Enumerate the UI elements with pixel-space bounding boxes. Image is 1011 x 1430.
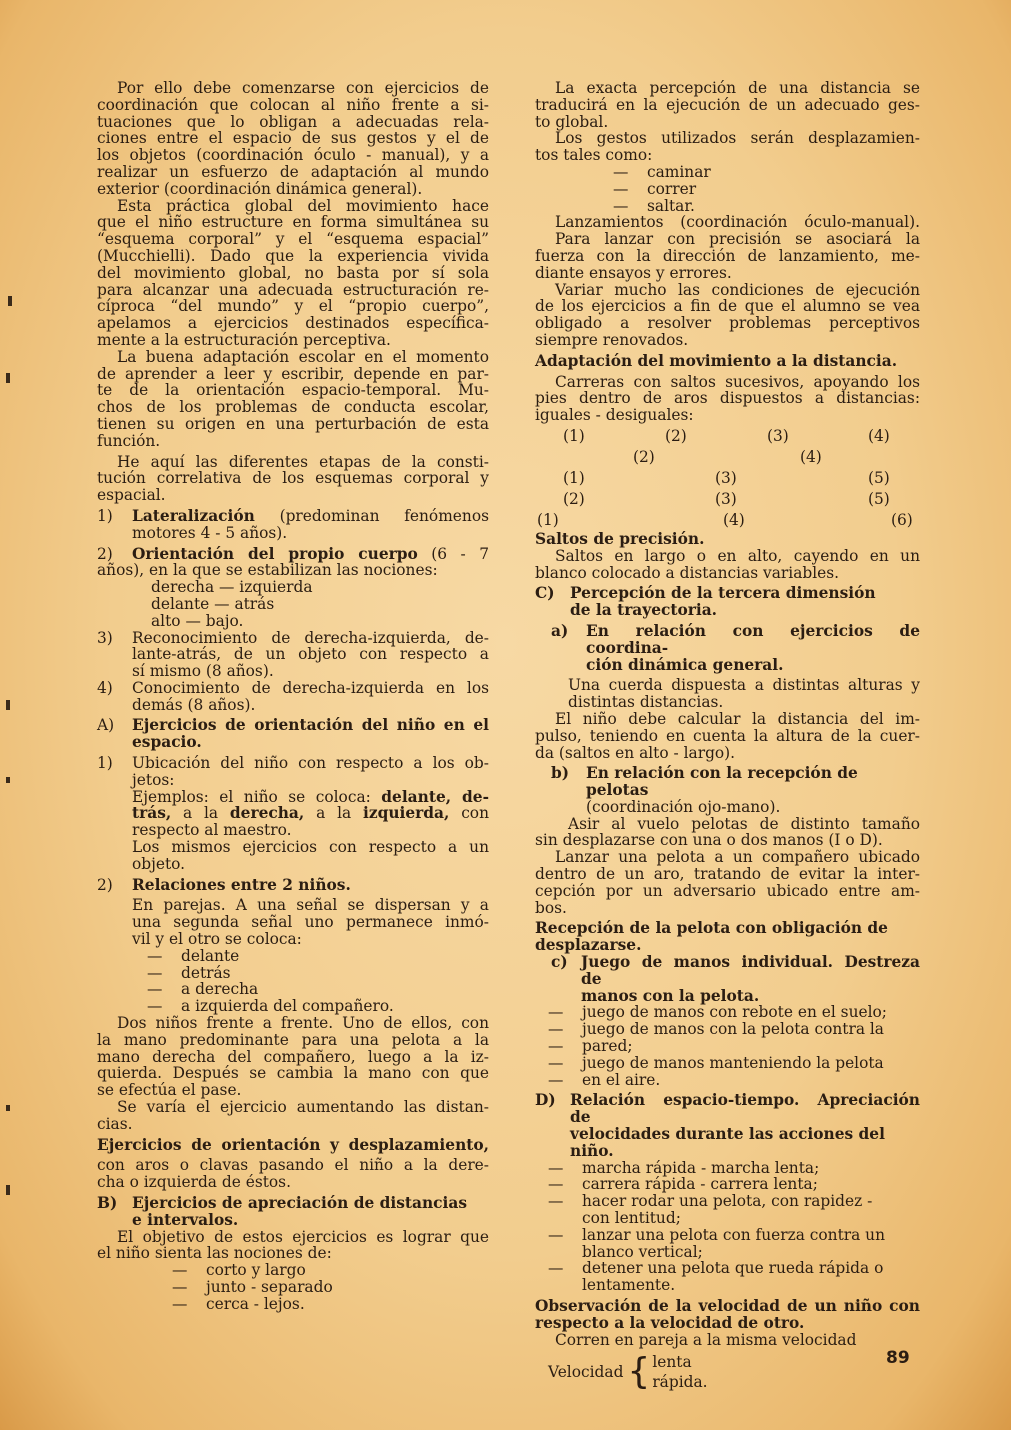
text-line: mente a la estructuración perceptiva.: [97, 330, 391, 349]
margin-mark: [6, 373, 10, 383]
hoop-label: (2): [665, 426, 687, 445]
subsection-heading: [535, 920, 920, 954]
hoop-label: (4): [868, 426, 890, 445]
text-line: obligado a resolver problemas perceptivos: [535, 314, 920, 333]
text-line: Asir al vuelo pelotas de distinto tamaño: [568, 814, 920, 833]
text-line: objeto.: [132, 854, 186, 873]
text-line: de aprender a leer y escribir, depende en par-: [97, 364, 489, 383]
text-line: años), en la que se estabilizan las nociones:: [97, 561, 438, 580]
list-item: blanco vertical;: [582, 1242, 703, 1261]
text-line: distintas distancias.: [568, 693, 724, 712]
paragraph: [535, 214, 920, 281]
margin-mark: [6, 700, 10, 710]
text-line: La buena adaptación escolar en el momento: [117, 347, 489, 366]
text-line: la mano predominante para una pelota a la: [97, 1030, 489, 1049]
text-line: Lanzar una pelota a un compañero ubicado: [555, 848, 920, 867]
section-heading: [535, 585, 920, 619]
text-line: siempre renovados.: [535, 330, 689, 349]
list: — juego de manos con rebote en el suelo; — juego de manos con la pelota contra la — pared; — juego de manos manteniendo la pelota — en el aire.: [548, 1003, 887, 1089]
hoop-label: (5): [868, 468, 890, 487]
text-line: El objetivo de estos ejercicios es lograr que: [117, 1227, 489, 1246]
emphasis: derecha,: [229, 804, 305, 823]
hoop-label: (6): [891, 510, 913, 529]
text-line: Dos niños frente a frente. Uno de ellos, con: [117, 1014, 489, 1033]
list-item: pared;: [582, 1037, 633, 1056]
item-heading: Orientación del propio cuerpo: [132, 544, 418, 563]
list-item: carrera rápida - carrera lenta;: [582, 1175, 818, 1194]
text-line: bos.: [535, 898, 567, 917]
text-line: para alcanzar una adecuada estructuración re-: [97, 280, 489, 299]
text-line: En relación con la recepción de pelotas: [586, 764, 858, 800]
hoop-label: (3): [715, 489, 737, 508]
paragraph: [535, 816, 920, 850]
margin-mark: [6, 1185, 10, 1195]
paragraph: [535, 849, 920, 916]
text-line: La exacta percepción de una distancia se: [555, 79, 920, 97]
text-line: alto — bajo.: [151, 611, 244, 630]
list-item: [97, 877, 489, 894]
paragraph: [535, 548, 920, 582]
list-item: a izquierda del compañero.: [181, 997, 394, 1016]
text-line: coordinación que colocan al niño frente a si-: [97, 95, 489, 114]
text-line: He aquí las diferentes etapas de la consti-: [117, 452, 489, 471]
text-line: quierda. Después se cambia la mano con que: [97, 1064, 489, 1083]
list-item: caminar: [647, 162, 711, 181]
section-number: B): [97, 1194, 118, 1212]
section-heading: [97, 717, 489, 751]
text-line: de los ejercicios a fin de que el alumno se vea: [535, 297, 920, 316]
list-item: detener una pelota que rueda rápida o: [582, 1259, 884, 1278]
text-line: ciones entre el espacio de sus gestos y el de: [97, 129, 489, 148]
list-item: cerca - lejos.: [206, 1294, 305, 1313]
text-line: sí mismo (8 años).: [132, 662, 274, 681]
list-item: juego de manos con rebote en el suelo;: [582, 1003, 887, 1022]
text-line: Variar mucho las condiciones de ejecución: [555, 280, 920, 299]
text-line: Los gestos utilizados serán desplazamien-: [555, 129, 920, 148]
text-line: Corren en pareja a la misma velocidad: [555, 1330, 857, 1349]
paragraph: Los gestos utilizados serán desplazamien- tos tales como: — caminar — correr — saltar.: [535, 129, 920, 215]
subsection-heading: Ejercicios de orientación y desplazamiento,: [97, 1135, 489, 1154]
section-number: A): [97, 716, 115, 735]
hoop-label: (2): [563, 489, 585, 508]
text-line: vil y el otro se coloca:: [132, 930, 302, 949]
section-heading: [535, 1092, 920, 1159]
text-line: cias.: [97, 1114, 133, 1133]
list-item: correr: [647, 179, 697, 198]
velocity-option: rápida.: [652, 1373, 708, 1392]
item-number: 1): [97, 506, 113, 525]
text-line: Conocimiento de derecha-izquierda en los: [132, 678, 489, 697]
text-line: En relación con ejercicios de coordina-: [586, 621, 920, 657]
text-line: pulso, teniendo en cuenta la altura de la cuer-: [535, 726, 920, 745]
list-item: corto y largo: [206, 1261, 306, 1280]
paragraph: [535, 711, 920, 761]
text-line: lante-atrás, de un objeto con respecto a: [132, 645, 489, 664]
text: con: [461, 804, 489, 823]
section-number: D): [535, 1091, 556, 1110]
text-line: cepción por un adversario ubicado entre am-: [535, 881, 920, 900]
velocity-label: Velocidad: [548, 1362, 624, 1381]
subsection-heading: [535, 954, 920, 1004]
text-line: respecto al maestro.: [132, 821, 292, 840]
text-line: Ejercicios de orientación del niño en el: [132, 716, 489, 735]
list-item: con lentitud;: [582, 1209, 681, 1228]
list-item: [97, 546, 489, 630]
hoop-diagram: [535, 426, 920, 531]
text-line: apelamos a ejercicios destinados específica-: [97, 314, 489, 333]
text-line: mano derecha del compañero, luego a la iz-: [97, 1047, 489, 1066]
text-line: Una cuerda dispuesta a distintas alturas y: [568, 676, 920, 695]
text-line: Juego de manos individual. Destreza de: [581, 953, 920, 988]
list-item: delante: [181, 946, 240, 965]
item-number: 3): [97, 628, 113, 647]
subsection-heading: Saltos de precisión.: [535, 529, 705, 548]
text-line: con aros o clavas pasando el niño a la dere-: [97, 1156, 489, 1175]
paragraph: [97, 1099, 489, 1133]
list-item: juego de manos con la pelota contra la: [582, 1020, 884, 1039]
text-line: Reconocimiento de derecha-izquierda, de-: [132, 628, 489, 647]
list-item: hacer rodar una pelota, con rapidez -: [582, 1192, 873, 1211]
list-item: [97, 755, 489, 873]
paragraph: [97, 1157, 489, 1191]
margin-mark: [6, 1105, 10, 1111]
text-line: blanco colocado a distancias variables.: [535, 563, 840, 582]
paragraph: En parejas. A una señal se dispersan y a una segunda señal uno permanece inmó- vil y el otro se coloca: — delante — detrás — a derecha — a izquierda del compañero.: [132, 896, 489, 1016]
list: — marcha rápida - marcha lenta; — carrera rápida - carrera lenta; — hacer rodar una pelota, con rapidez - con lentitud; — lanzar una pelota con fuerza contra un blanco vertical; — detener una pelota que rueda rápida o lentamente.: [548, 1158, 886, 1295]
text-line: Percepción de la tercera dimensión: [570, 584, 876, 603]
text-line: de la trayectoria.: [570, 601, 718, 620]
text-line: Recepción de la pelota con obligación de: [535, 919, 888, 938]
text-line: manos con la pelota.: [581, 986, 760, 1005]
text-line: Ubicación del niño con respecto a los ob-: [132, 754, 489, 773]
text-line: dentro de un aro, tratando de evitar la inter-: [535, 865, 920, 884]
text-line: Carreras con saltos sucesivos, apoyando los: [555, 372, 920, 391]
item-number: a): [551, 621, 569, 640]
paragraph: [97, 454, 489, 504]
hoop-label: (1): [537, 510, 559, 529]
left-column: [97, 80, 489, 1313]
list-item: lentamente.: [582, 1276, 676, 1295]
paragraph: [97, 349, 489, 450]
text-line: Ejercicios de apreciación de distancias: [132, 1194, 468, 1212]
subsection-heading: [535, 765, 920, 815]
text-line: realizar un esfuerzo de adaptación al mundo: [97, 162, 489, 181]
hoop-label: (3): [767, 426, 789, 445]
hoop-label: (1): [563, 426, 585, 445]
hoop-label: (5): [868, 489, 890, 508]
text-line: tienen su origen en una perturbación de esta: [97, 414, 489, 433]
text: a la: [316, 804, 352, 823]
list-item: en el aire.: [582, 1070, 661, 1089]
right-column: [535, 80, 920, 1392]
paragraph: El objetivo de estos ejercicios es lograr que el niño sienta las nociones de: — corto y largo — junto - separado — cerca - lejos.: [97, 1227, 489, 1313]
text-line: el niño sienta las nociones de:: [97, 1244, 332, 1263]
item-heading: Lateralización: [132, 506, 255, 525]
item-number: b): [551, 764, 570, 783]
margin-mark: [8, 296, 12, 306]
text-line: motores 4 - 5 años).: [132, 523, 288, 542]
text-line: Los mismos ejercicios con respecto a un: [132, 838, 489, 857]
text-line: (predominan fenómenos: [279, 506, 489, 525]
paragraph: [535, 677, 920, 711]
text-line: respecto a la velocidad de otro.: [535, 1313, 805, 1332]
text-line: Relación espacio-tiempo. Apreciación de: [570, 1091, 920, 1127]
list-item: junto - separado: [206, 1277, 333, 1296]
list-item: lanzar una pelota con fuerza contra un: [582, 1225, 886, 1244]
text-line: cíproca “del mundo” y el “propio cuerpo”,: [97, 297, 489, 316]
text-line: (coordinación ojo-mano).: [586, 797, 781, 816]
text-line: se efectúa el pase.: [97, 1081, 242, 1100]
text-line: tuaciones que lo obligan a adecuadas rela-: [97, 112, 489, 131]
text-line: que el niño estructure en forma simultánea su: [97, 213, 489, 232]
hoop-label: (2): [633, 447, 655, 466]
list-item: [97, 508, 489, 542]
list-item: saltar.: [647, 196, 695, 215]
text-line: demás (8 años).: [132, 695, 256, 714]
item-heading: Relaciones entre 2 niños.: [132, 875, 351, 894]
text: a la: [183, 804, 219, 823]
item-number: 2): [97, 875, 113, 894]
hoop-label: (4): [800, 447, 822, 466]
list-item: marcha rápida - marcha lenta;: [582, 1158, 820, 1177]
text-line: pies dentro de aros dispuestos a distancias:: [535, 389, 920, 408]
item-number: 2): [97, 544, 113, 563]
text-line: traducirá en la ejecución de un adecuado ges-: [535, 95, 920, 114]
brace-icon: {: [627, 1351, 651, 1393]
emphasis: delante, de-: [381, 787, 489, 806]
text-line: desplazarse.: [535, 936, 642, 955]
subsection-heading: [535, 1298, 920, 1332]
text-line: En parejas. A una señal se dispersan y a: [132, 896, 489, 915]
text-line: delante — atrás: [151, 594, 275, 613]
hoop-label: (4): [723, 510, 745, 529]
text-line: derecha — izquierda: [151, 578, 313, 597]
text-line: función.: [97, 431, 161, 450]
paragraph: [535, 80, 920, 130]
text-line: chos de los problemas de conducta escolar,: [97, 398, 489, 417]
paragraph: [97, 198, 489, 349]
text-line: sin desplazarse con una o dos manos (I o D).: [535, 831, 883, 850]
text-line: Ejemplos: el niño se coloca:: [132, 787, 371, 806]
item-number: 1): [97, 754, 113, 773]
text-line: tos tales como:: [535, 146, 653, 165]
text-line: Esta práctica global del movimiento hace: [117, 196, 489, 215]
text-line: Observación de la velocidad de un niño con: [535, 1297, 920, 1315]
text-line: una segunda señal uno permanece inmó-: [132, 913, 489, 932]
text-line: los objetos (coordinación óculo - manual), y a: [97, 146, 489, 165]
text-line: diante ensayos y errores.: [535, 263, 732, 282]
text-line: fuerza con la dirección de lanzamiento, me-: [535, 246, 920, 265]
page-number: 89: [886, 1348, 910, 1368]
text-line: ción dinámica general.: [586, 655, 784, 674]
text-line: del movimiento global, no basta por sí sola: [97, 263, 489, 282]
text-line: (6 - 7: [431, 544, 489, 563]
hoop-label: (3): [715, 468, 737, 487]
list-item: [97, 630, 489, 680]
text-line: exterior (coordinación dinámica general).: [97, 179, 423, 198]
text-line: te de la orientación espacio-temporal. Mu-: [97, 381, 489, 400]
paragraph: [535, 374, 920, 424]
text-line: iguales - desiguales:: [535, 406, 694, 425]
text-line: (Mucchielli). Dado que la experiencia vivida: [97, 246, 489, 265]
hoop-label: (1): [563, 468, 585, 487]
item-number: c): [551, 953, 568, 972]
subsection-heading: Adaptación del movimiento a la distancia.: [535, 351, 898, 370]
text-line: Por ello debe comenzarse con ejercicios de: [117, 79, 489, 97]
velocity-option: lenta: [652, 1353, 692, 1372]
text-line: Para lanzar con precisión se asociará la: [555, 230, 920, 249]
text-line: e intervalos.: [132, 1210, 239, 1229]
list-item: juego de manos manteniendo la pelota: [582, 1053, 884, 1072]
text-line: espacial.: [97, 486, 166, 505]
section-number: C): [535, 584, 555, 603]
margin-mark: [6, 777, 10, 783]
text-line: da (saltos en alto - largo).: [535, 743, 736, 762]
paragraph: [97, 80, 489, 198]
text-line: espacio.: [132, 733, 202, 752]
text-line: tución correlativa de los esquemas corporal y: [97, 469, 489, 488]
text-line: Lanzamientos (coordinación óculo-manual).: [555, 213, 920, 232]
list-item: detrás: [181, 963, 231, 982]
subsection-heading: [535, 623, 920, 673]
text-line: El niño debe calcular la distancia del im-: [555, 709, 920, 728]
text-line: Saltos en largo o en alto, cayendo en un: [555, 546, 920, 565]
paragraph: [97, 1015, 489, 1099]
text-line: jetos:: [132, 770, 175, 789]
velocity-options: [535, 1348, 920, 1393]
list-item: [97, 680, 489, 714]
text-line: cha o izquierda de éstos.: [97, 1173, 291, 1192]
text-line: to global.: [535, 112, 609, 131]
emphasis: izquierda,: [362, 804, 450, 823]
text-line: “esquema corporal” y el “esquema espacial”: [97, 230, 489, 249]
item-number: 4): [97, 678, 113, 697]
list-item: a derecha: [181, 980, 259, 999]
emphasis: trás,: [132, 804, 172, 823]
section-heading: [97, 1195, 489, 1229]
text-line: Se varía el ejercicio aumentando las distan-: [117, 1098, 489, 1117]
paragraph: [535, 282, 920, 349]
text-line: velocidades durante las acciones del niño.: [570, 1125, 885, 1160]
